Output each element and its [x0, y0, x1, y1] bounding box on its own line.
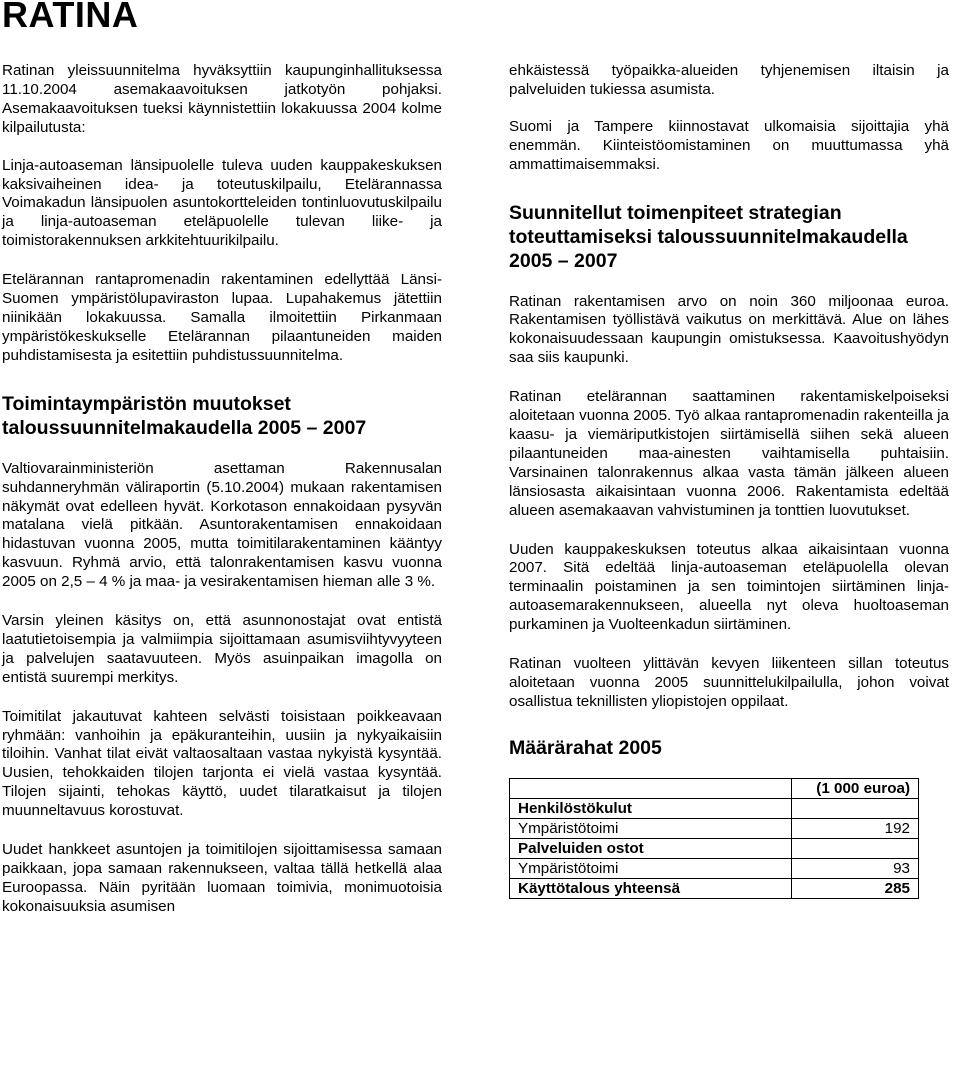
- paragraph-construction-value: Ratinan rakentamisen arvo on noin 360 miljoonaa euroa. Rakentamisen työllistävä vaikutus on merkittävä. Alue on lähes kokonaisuudessaan kaupungin omistuksessa. Kaavoitushyödyn saa siis kaupunki.: [509, 292, 949, 367]
- row-value: 192: [792, 818, 919, 838]
- paragraph-plan-approval: Ratinan yleissuunnitelma hyväksyttiin kaupunginhallituksessa 11.10.2004 asemakaavoituksen jatkotyön pohjaksi. Asemakaavoituksen tueksi käynnistettiin lokakuussa 2004 kolme kilpailutusta:: [2, 62, 442, 136]
- row-value: 285: [792, 878, 919, 898]
- table-cell-empty: [510, 778, 792, 798]
- row-label: Ympäristötoimi: [510, 858, 792, 878]
- table-row: [510, 798, 919, 818]
- paragraph-shopping-center: Uuden kauppakeskuksen toteutus alkaa aikaisintaan vuonna 2007. Sitä edeltää linja-autoaseman eteläpuolella olevan terminaalin poistaminen ja sen toimintojen siirtäminen linja-autoasemarakennukseen, alueella nyt oleva huoltoaseman purkaminen ja Vuolteenkadun siirtäminen.: [509, 540, 949, 634]
- row-value: 93: [792, 858, 919, 878]
- paragraph-investors: Suomi ja Tampere kiinnostavat ulkomaisia sijoittajia yhä enemmän. Kiinteistöomistaminen on muuttumassa yhä ammattimaisemmaksi.: [509, 117, 949, 173]
- heading-appropriations: Määrärahat 2005: [509, 736, 662, 759]
- heading-planned-measures: Suunnitellut toimenpiteet strategian toteuttamiseksi taloussuunnitelmakaudella 2005 – 2007: [509, 201, 908, 272]
- paragraph-south-shore: Ratinan etelärannan saattaminen rakentamiskelpoiseksi aloitetaan vuonna 2005. Työ alkaa rantapromenadin rakenteilla ja kaasu- ja viemäriputkistojen siirtämisellä siihen sekä alueen pilaantuneiden maa-ainesten vaihtamisella puhtaisiin. Varsinainen talonrakennus alkaa vasta tämän jälkeen alueen länsiosasta aikaisintaan vuonna 2006. Rakentamista edeltää alueen asemakaavan vahvistuminen ja tonttien luovutukset.: [509, 388, 949, 519]
- row-value: [792, 838, 919, 858]
- page-title: RATINA: [2, 0, 139, 35]
- row-label: Henkilöstökulut: [510, 798, 792, 818]
- paragraph-construction-outlook: Valtiovarainministeriön asettaman Rakennusalan suhdanneryhmän väliraportin (5.10.2004) mukaan rakentamisen näkymät ovat edelleen hyvät. Korkotason ennakoidaan pysyvän matalana vielä pitkään. Asuntorakentamisen ennakoidaan hidastuvan vuonna 2005, mutta toimitilarakentaminen kääntyy kasvuun. Ryhmä arvio, että talonrakentamisen kasvu vuonna 2005 on 2,5 – 4 % ja maa- ja vesirakentamisen hieman alle 3 %.: [2, 459, 442, 591]
- paragraph-premises: Toimitilat jakautuvat kahteen selvästi toisistaan poikkeavaan ryhmään: vanhoihin ja epäkuranteihin, uusiin ja nykyaikaisiin tiloihin. Vanhat tilat eivät valtaosaltaan vastaa nykyistä kysyntää. Uusien, tehokkaiden tilojen tarjonta ei vielä vastaa kysyntää. Tilojen sijainti, tehokas käyttö, uudet tilaratkaisut ja tilojen muunneltavuus korostuvat.: [2, 707, 442, 820]
- paragraph-bridge: Ratinan vuolteen ylittävän kevyen liikenteen sillan toteutus aloitetaan vuonna 2005 suunnittelukilpailulla, johon voivat osallistua teknillisten yliopistojen oppilaat.: [509, 655, 949, 710]
- left-column: [2, 62, 442, 917]
- paragraph-continuation: ehkäistessä työpaikka-alueiden tyhjenemisen iltaisin ja palveluiden tukiessa asumista.: [509, 62, 949, 98]
- table-row: [510, 858, 919, 878]
- row-value: [792, 798, 919, 818]
- row-label: Palveluiden ostot: [510, 838, 792, 858]
- table-row: [510, 818, 919, 838]
- row-label: Käyttötalous yhteensä: [510, 878, 792, 898]
- table-row: [510, 878, 919, 898]
- heading-environment-changes: Toimintaympäristön muutokset taloussuunnitelmakaudella 2005 – 2007: [2, 392, 367, 439]
- paragraph-competitions: Linja-autoaseman länsipuolelle tuleva uuden kauppakeskuksen kaksivaiheinen idea- ja toteutuskilpailu, Etelärannassa Voimakadun länsipuolen asuntokortteleiden tontinluovutuskilpailu ja linja-autoaseman eteläpuolelle tulevan liike- ja toimistorakennuksen arkkitehtuurikilpailu.: [2, 156, 442, 250]
- right-column: [509, 62, 949, 899]
- table-unit: (1 000 euroa): [792, 778, 919, 798]
- paragraph-housing-buyers: Varsin yleinen käsitys on, että asunnonostajat ovat entistä laatutietoisempia ja valmiimpia sijoittamaan asumisviihtyvyyteen ja palvelujen saatavuuteen. Myös asuinpaikan imagolla on entistä suurempi merkitys.: [2, 612, 442, 686]
- paragraph-promenade-permit: Etelärannan rantapromenadin rakentaminen edellyttää Länsi-Suomen ympäristölupaviraston lupaa. Lupahakemus jätettiin niinikään lokakuussa. Samalla ilmoitettiin Pirkanmaan ympäristökeskukselle Etelärannan pilaantuneiden maiden puhdistamisesta ja esitettiin puhdistussuunnitelma.: [2, 271, 442, 364]
- table-row: [510, 838, 919, 858]
- row-label: Ympäristötoimi: [510, 818, 792, 838]
- table-row: [510, 778, 919, 798]
- paragraph-mixed-use: Uudet hankkeet asuntojen ja toimitilojen sijoittamisessa samaan paikkaan, jopa samaan rakennukseen, valtaa tällä hetkellä alaa Euroopassa. Näin pyritään luomaan toimivia, monimuotoisia kokonaisuuksia asumisen: [2, 841, 442, 915]
- appropriations-table: [509, 778, 919, 899]
